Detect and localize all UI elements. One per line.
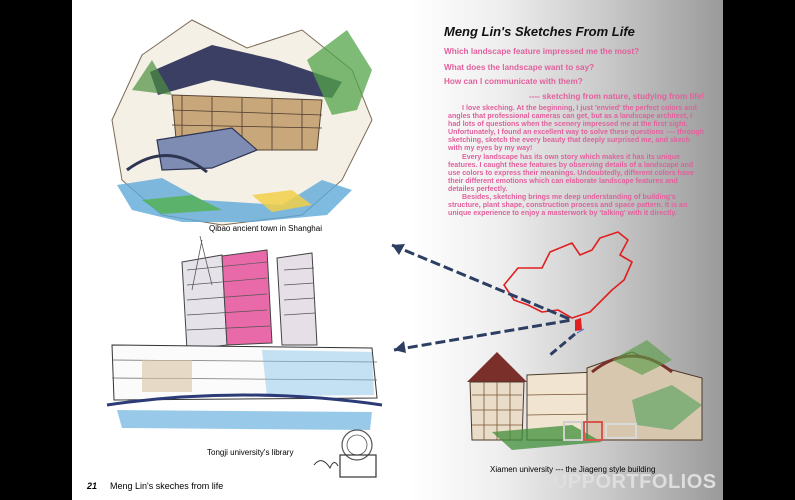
artist-seal <box>314 430 376 477</box>
footer-text: Meng Lin's skeches from life <box>110 481 224 491</box>
qibao-sketch <box>112 20 372 225</box>
question-1: Which landscape feature impressed me the most? <box>444 47 640 56</box>
paragraph-3: Besides, sketching brings me deep understanding of building's structure, plant shape, construction process and space pattern. It is an unique experience to enjoy a masterwork by 'talking' with it directly. <box>448 193 688 218</box>
caption-xiamen: Xiamen university --- the Jiageng style building <box>490 465 656 474</box>
paragraph-1: I love skeching. At the beginning, I just 'envied' the perfect colors and angles that professional cameras can get, but as a landscape architect, I had lots of questions when the scenery impressed me at the first sight. Unfortunately, I found an excellent way to solve these questions ---- through sketching, sketch the every beauty that deeply surprised me, and skech with my eyes by my way! <box>448 104 705 153</box>
motto: ---- sketching from nature, studying from life! <box>529 92 705 101</box>
question-2: What does the landscape want to say? <box>444 63 595 72</box>
tongji-sketch <box>107 236 382 430</box>
portfolio-page <box>72 0 723 500</box>
caption-tongji: Tongji university's library <box>207 448 294 457</box>
watermark-text: SUPPORTFOLIOS <box>539 471 717 493</box>
connector-arrows <box>392 244 575 355</box>
question-3: How can I communicate with them? <box>444 77 583 86</box>
caption-qibao: Qibao ancient town in Shanghai <box>209 224 322 233</box>
watermark-logo <box>562 420 642 465</box>
intro-text <box>448 104 706 217</box>
page-number: 21 <box>87 481 98 491</box>
paragraph-2: Every landscape has its own story which makes it has its unique features. I caught these features by observing details of a landscape and use colors to express their meanings. Undoubtedly, different colors have their different emotions which can elaborate landscape features and detailes perfectly. <box>448 152 694 193</box>
page-title: Meng Lin's Sketches From Life <box>444 24 635 39</box>
